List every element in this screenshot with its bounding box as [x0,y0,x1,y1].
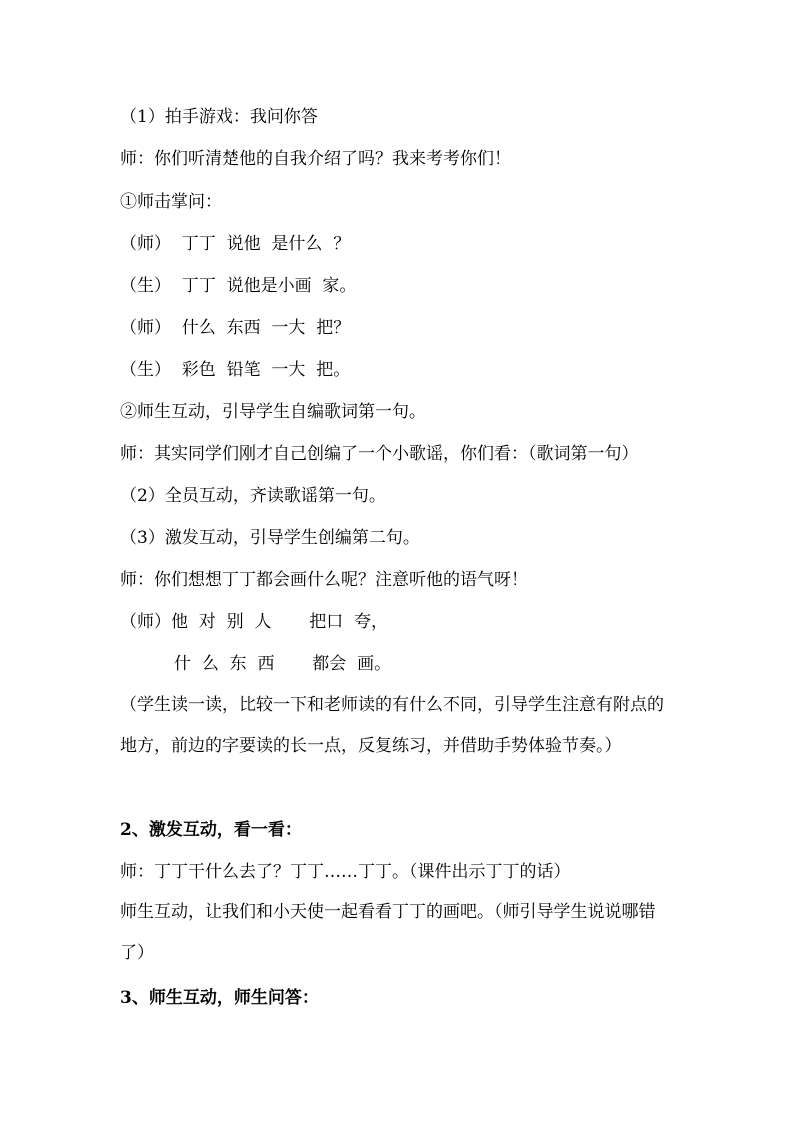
section-heading: 2、激发互动，看一看： [120,820,302,840]
teacher-line: 师：丁丁干什么去了？丁丁……丁丁。（课件出示丁丁的话） [120,862,571,882]
section-heading-clap-game: （1）拍手游戏：我问你答 [120,107,318,127]
teacher-line: 师：你们想想丁丁都会画什么呢？注意听他的语气呀！ [120,570,528,590]
dialogue-line: （师） 丁丁 说他 是什么 ？ [120,234,351,254]
lyric-line: 什 么 东 西 都会 画。 [120,654,392,674]
dialogue-line: （师） 什么 东西 一大 把？ [120,318,351,338]
teacher-line: 师：其实同学们刚才自己创编了一个小歌谣，你们看：（歌词第一句） [120,444,639,464]
step-heading: ①师击掌问： [120,192,222,212]
step-heading: ②师生互动，引导学生自编歌词第一句。 [120,402,426,422]
section-heading: 3、师生互动，师生问答： [120,988,319,1008]
section-heading: （2）全员互动，齐读歌谣第一句。 [120,486,386,506]
student-practice-note: （学生读一读，比较一下和老师读的有什么不同，引导学生注意有附点的地方，前边的字要读的长一点，反复练习，并借助手势体验节奏。） [120,695,664,756]
section-heading: （3）激发互动，引导学生创编第二句。 [120,528,420,548]
lyric-line: （师）他 对 别 人 把口 夸， [120,612,389,632]
dialogue-line: （生） 彩色 铅笔 一大 把。 [120,360,351,380]
interaction-line: 师生互动，让我们和小天使一起看看丁丁的画吧。（师引导学生说说哪错了） [120,902,656,963]
dialogue-line: （生） 丁丁 说他是小画 家。 [120,276,357,296]
teacher-line: 师：你们听清楚他的自我介绍了吗？我来考考你们！ [120,149,511,169]
